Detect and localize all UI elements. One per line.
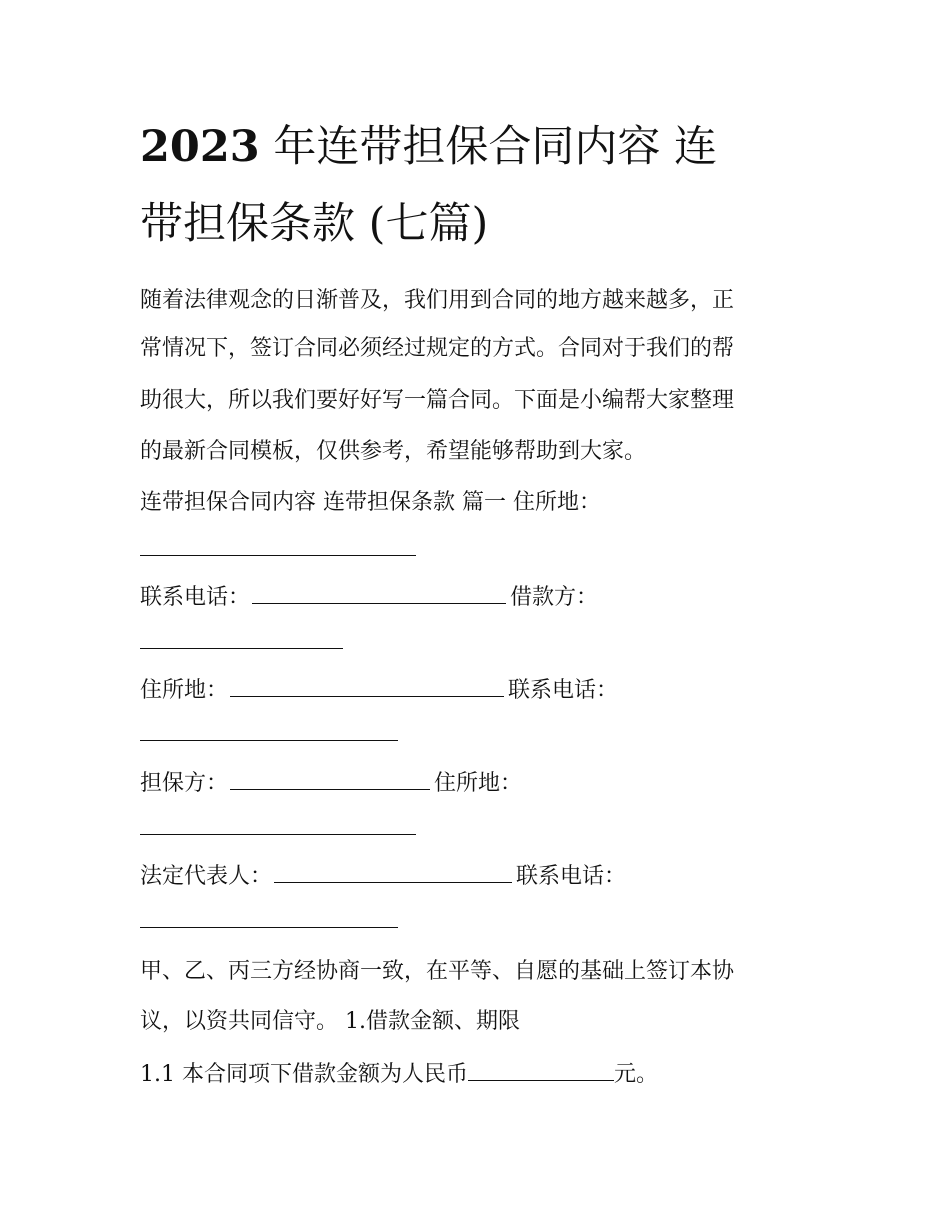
agreement-line-1: 甲、乙、丙三方经协商一致，在平等、自愿的基础上签订本协 [140,959,735,984]
guarantor-label: 担保方： [140,771,229,796]
clause-1-1-prefix: 1.1 本合同项下借款金额为人民币 [140,1062,468,1087]
lender-phone-row [140,581,598,614]
borrower-address-row [140,674,618,707]
title-year: 2023 [140,122,260,172]
guarantor-phone-blank[interactable] [140,905,398,928]
lender-address-line [140,533,416,566]
borrower-phone-label: 联系电话： [508,678,619,703]
legal-rep-row [140,860,626,893]
borrower-name-line [140,626,343,659]
guarantor-address-blank[interactable] [140,812,416,835]
intro-line-2: 常情况下，签订合同必须经过规定的方式。合同对于我们的帮 [140,336,735,361]
guarantor-address-line [140,812,416,845]
agreement-line-2: 议，以资共同信守。 1.借款金额、期限 [140,1009,520,1034]
clause-1-1 [140,1058,658,1091]
intro-line-4: 的最新合同模板，仅供参考，希望能够帮助到大家。 [140,439,647,464]
borrower-phone-blank[interactable] [140,718,398,741]
intro-line-1: 随着法律观念的日渐普及，我们用到合同的地方越来越多，正 [140,288,735,313]
lender-phone-blank[interactable] [252,581,506,604]
title-text-1: 年连带担保合同内容 连 [259,122,718,172]
guarantor-phone-line [140,905,398,938]
borrower-address-label: 住所地： [140,678,229,703]
section-heading: 连带担保合同内容 连带担保条款 篇一 住所地： [140,490,601,515]
borrower-address-blank[interactable] [230,674,504,697]
borrower-label: 借款方： [510,585,599,610]
guarantor-address-label: 住所地： [434,771,523,796]
legal-rep-label: 法定代表人： [140,864,273,889]
lender-phone-label: 联系电话： [140,585,251,610]
lender-address-blank[interactable] [140,533,416,556]
intro-line-3: 助很大，所以我们要好好写一篇合同。下面是小编帮大家整理 [140,388,735,413]
document-title-line-2: 带担保条款 (七篇) [140,199,489,249]
guarantor-blank[interactable] [230,767,430,790]
guarantor-phone-label: 联系电话： [516,864,627,889]
legal-rep-blank[interactable] [274,860,512,883]
clause-1-1-suffix: 元。 [613,1062,658,1087]
guarantor-row [140,767,522,800]
loan-amount-blank[interactable] [468,1058,614,1081]
borrower-name-blank[interactable] [140,626,343,649]
document-title-line-1 [140,122,820,172]
borrower-phone-line [140,718,398,751]
